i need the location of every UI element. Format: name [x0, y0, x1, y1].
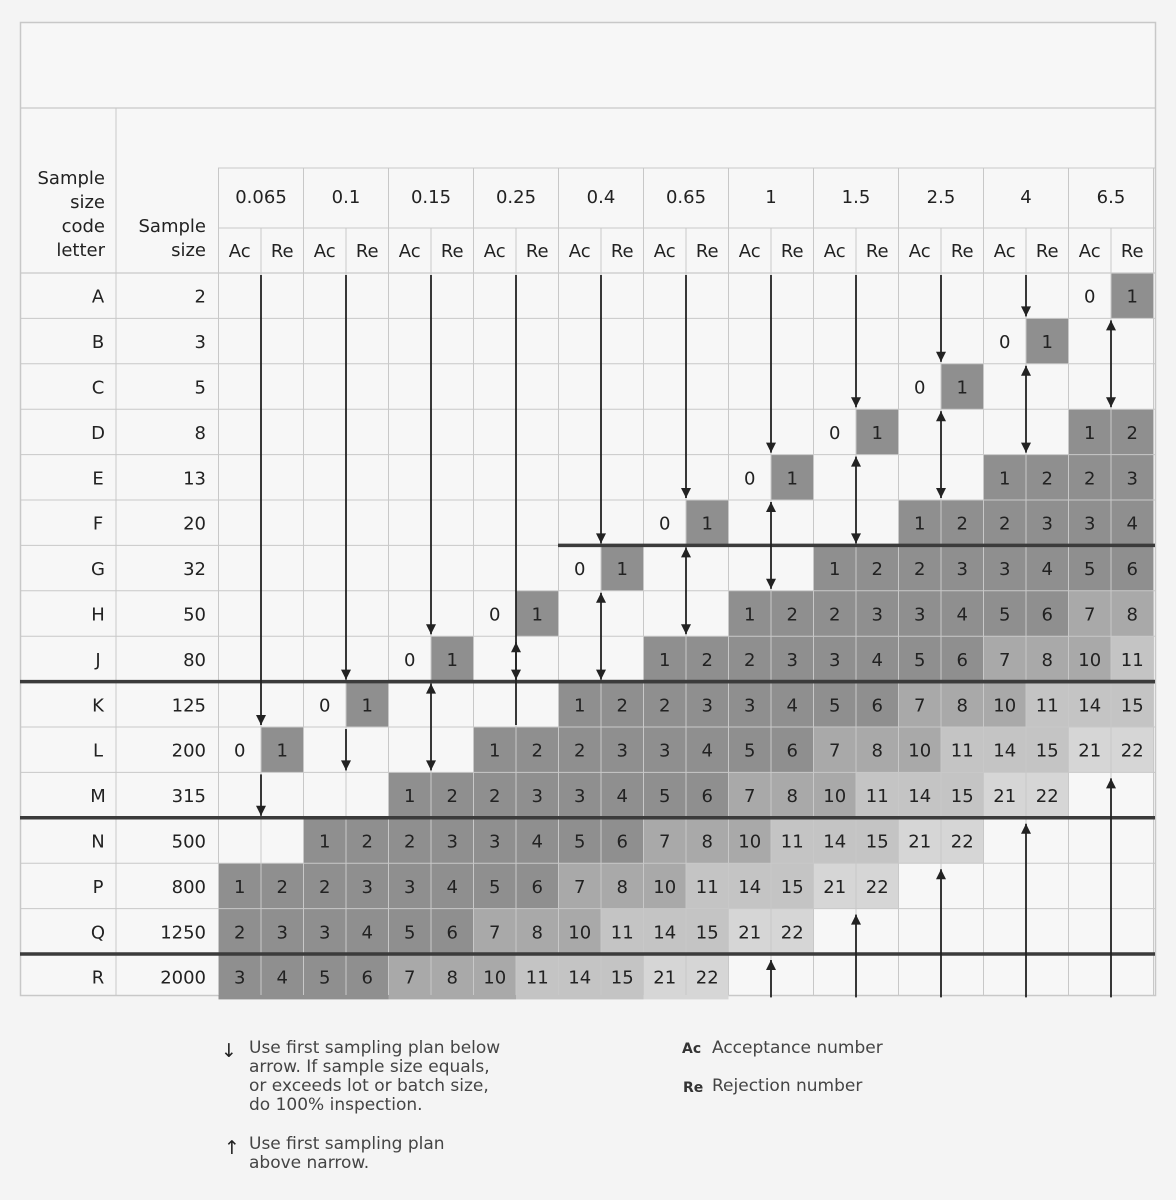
value-text: 10 [568, 922, 592, 944]
value-text: 1 [319, 831, 331, 853]
value-text: 1 [956, 377, 968, 399]
code-letter-header: code [61, 216, 105, 237]
value-text: 5 [404, 922, 416, 944]
value-text: 10 [483, 967, 507, 989]
value-text: 7 [744, 786, 756, 808]
aql-level-header: 2.5 [926, 187, 956, 208]
legend-down-line: Use first sampling plan below [249, 1038, 501, 1058]
sample-size: 500 [171, 831, 206, 853]
value-text: 8 [616, 876, 628, 898]
value-text: 10 [738, 831, 762, 853]
value-text: 2 [701, 649, 713, 671]
value-text: 15 [950, 786, 974, 808]
re-header: Re [1120, 241, 1144, 262]
code-letter: K [92, 695, 104, 717]
value-text: 14 [1078, 695, 1102, 717]
ac-header: Ac [313, 241, 336, 262]
value-text: 8 [871, 740, 883, 762]
re-header: Re [355, 241, 379, 262]
value-text: 3 [1041, 513, 1053, 535]
value-text: 2 [319, 876, 331, 898]
value-text: 15 [610, 967, 634, 989]
value-text: 10 [993, 695, 1017, 717]
value-text: 0 [234, 740, 246, 762]
ac-header: Ac [228, 241, 251, 262]
value-text: 3 [829, 649, 841, 671]
value-text: 8 [1041, 649, 1053, 671]
value-text: 14 [568, 967, 592, 989]
up-arrow-icon: ↑ [224, 1137, 240, 1159]
value-text: 8 [446, 967, 458, 989]
value-text: 3 [701, 695, 713, 717]
code-letter: L [92, 740, 104, 762]
value-text: 15 [695, 922, 719, 944]
value-text: 1 [234, 876, 246, 898]
value-text: 2 [1084, 468, 1096, 490]
value-text: 10 [823, 786, 847, 808]
legend-ac-abbr: Ac [682, 1041, 702, 1057]
value-text: 3 [234, 967, 246, 989]
aql-level-header: 1 [765, 187, 777, 208]
value-text: 5 [489, 876, 501, 898]
value-text: 22 [1120, 740, 1144, 762]
value-text: 11 [950, 740, 974, 762]
aql-level-header: 0.65 [665, 187, 707, 208]
value-text: 1 [659, 649, 671, 671]
value-text: 2 [489, 786, 501, 808]
value-text: 22 [695, 967, 719, 989]
value-text: 2 [361, 831, 373, 853]
value-text: 2 [1126, 422, 1138, 444]
value-text: 2 [914, 559, 926, 581]
value-text: 1 [1084, 422, 1096, 444]
value-text: 3 [659, 740, 671, 762]
value-text: 0 [914, 377, 926, 399]
value-text: 3 [446, 831, 458, 853]
value-text: 3 [404, 876, 416, 898]
sample-size: 50 [183, 604, 206, 626]
value-text: 5 [319, 967, 331, 989]
code-letter: J [95, 649, 101, 671]
value-text: 4 [701, 740, 713, 762]
value-text: 6 [361, 967, 373, 989]
value-text: 1 [616, 559, 628, 581]
value-text: 21 [908, 831, 932, 853]
value-text: 6 [786, 740, 798, 762]
value-text: 1 [829, 559, 841, 581]
value-text: 6 [1041, 604, 1053, 626]
value-text: 3 [786, 649, 798, 671]
sample-size: 200 [171, 740, 206, 762]
value-text: 15 [1120, 695, 1144, 717]
legend-down-line: arrow. If sample size equals, [249, 1057, 490, 1077]
value-text: 5 [659, 786, 671, 808]
value-text: 7 [574, 876, 586, 898]
value-text: 2 [531, 740, 543, 762]
value-text: 0 [574, 559, 586, 581]
code-letter: F [92, 513, 104, 535]
value-text: 2 [574, 740, 586, 762]
code-letter-header: Sample [37, 168, 105, 189]
code-letter-header: letter [56, 240, 105, 261]
value-text: 21 [738, 922, 762, 944]
value-text: 3 [319, 922, 331, 944]
value-text: 7 [489, 922, 501, 944]
sample-size: 5 [194, 377, 206, 399]
value-text: 7 [829, 740, 841, 762]
value-text: 15 [865, 831, 889, 853]
legend-down [249, 1039, 500, 1115]
sample-size-header: size [171, 240, 206, 261]
legend-up [249, 1135, 445, 1173]
value-text: 8 [956, 695, 968, 717]
value-text: 8 [786, 786, 798, 808]
code-letter: B [91, 332, 105, 354]
value-text: 6 [871, 695, 883, 717]
re-header: Re [610, 241, 634, 262]
value-text: 3 [999, 559, 1011, 581]
sample-size: 3 [194, 332, 206, 354]
value-text: 22 [1035, 786, 1059, 808]
value-text: 7 [914, 695, 926, 717]
value-text: 14 [908, 786, 932, 808]
ac-header: Ac [653, 241, 676, 262]
value-text: 2 [744, 649, 756, 671]
code-letter: H [91, 604, 105, 626]
code-letter: N [91, 831, 105, 853]
re-header: Re [950, 241, 974, 262]
value-text: 21 [653, 967, 677, 989]
value-text: 4 [1041, 559, 1053, 581]
value-text: 0 [744, 468, 756, 490]
value-text: 4 [1126, 513, 1138, 535]
value-text: 15 [1035, 740, 1059, 762]
value-text: 6 [531, 876, 543, 898]
value-text: 2 [276, 876, 288, 898]
value-text: 5 [914, 649, 926, 671]
value-text: 1 [276, 740, 288, 762]
ac-header: Ac [993, 241, 1016, 262]
code-letter: D [91, 422, 105, 444]
code-letter: P [92, 876, 104, 898]
value-text: 2 [871, 559, 883, 581]
value-text: 11 [610, 922, 634, 944]
value-text: 0 [999, 332, 1011, 354]
value-text: 2 [829, 604, 841, 626]
value-text: 14 [823, 831, 847, 853]
code-letter: Q [90, 922, 106, 944]
code-letter: G [91, 559, 105, 581]
value-text: 2 [999, 513, 1011, 535]
value-text: 14 [738, 876, 762, 898]
value-text: 22 [950, 831, 974, 853]
value-text: 11 [865, 786, 889, 808]
ac-header: Ac [823, 241, 846, 262]
value-text: 1 [999, 468, 1011, 490]
value-text: 4 [956, 604, 968, 626]
value-text: 0 [1084, 286, 1096, 308]
value-text: 22 [780, 922, 804, 944]
value-text: 2 [404, 831, 416, 853]
ac-header: Ac [568, 241, 591, 262]
re-header: Re [270, 241, 294, 262]
value-text: 0 [404, 649, 416, 671]
sample-size: 13 [183, 468, 206, 490]
legend-down-line: do 100% inspection. [249, 1095, 423, 1115]
value-text: 4 [786, 695, 798, 717]
ac-header: Ac [398, 241, 421, 262]
aql-level-header: 1.5 [841, 187, 871, 208]
value-text: 2 [956, 513, 968, 535]
code-letter: R [91, 967, 105, 989]
value-text: 21 [1078, 740, 1102, 762]
aql-level-header: 0.065 [235, 187, 287, 208]
legend-down-line: or exceeds lot or batch size, [249, 1076, 489, 1096]
value-text: 3 [1126, 468, 1138, 490]
value-text: 3 [871, 604, 883, 626]
value-text: 8 [1126, 604, 1138, 626]
aql-level-header: 0.15 [410, 187, 452, 208]
value-text: 1 [404, 786, 416, 808]
value-text: 15 [780, 876, 804, 898]
value-text: 2 [786, 604, 798, 626]
value-text: 0 [659, 513, 671, 535]
legend-ac-text: Acceptance number [712, 1038, 883, 1058]
ac-header: Ac [908, 241, 931, 262]
sample-size: 32 [183, 559, 206, 581]
value-text: 10 [1078, 649, 1102, 671]
re-header: Re [440, 241, 464, 262]
legend-up-line: Use first sampling plan [249, 1134, 445, 1154]
sample-size: 2 [194, 286, 206, 308]
value-text: 11 [695, 876, 719, 898]
value-text: 1 [871, 422, 883, 444]
code-letter: A [91, 286, 105, 308]
value-text: 1 [1126, 286, 1138, 308]
value-text: 2 [659, 695, 671, 717]
value-text: 1 [531, 604, 543, 626]
value-text: 4 [871, 649, 883, 671]
down-arrow-icon: ↓ [221, 1040, 237, 1062]
value-text: 3 [744, 695, 756, 717]
value-text: 4 [361, 922, 373, 944]
legend-up-line: above narrow. [249, 1153, 370, 1173]
code-letter: M [90, 786, 106, 808]
sample-size: 8 [194, 422, 206, 444]
value-text: 1 [574, 695, 586, 717]
code-letter-header: size [70, 192, 105, 213]
ac-header: Ac [483, 241, 506, 262]
value-text: 22 [865, 876, 889, 898]
re-header: Re [525, 241, 549, 262]
sample-size-header: Sample [138, 216, 206, 237]
value-text: 11 [525, 967, 549, 989]
aql-level-header: 0.4 [586, 187, 616, 208]
value-text: 4 [446, 876, 458, 898]
sample-size: 2000 [160, 967, 206, 989]
value-text: 2 [616, 695, 628, 717]
legend-re-abbr: Re [683, 1080, 704, 1096]
value-text: 0 [829, 422, 841, 444]
code-letter: C [91, 377, 105, 399]
value-text: 1 [1041, 332, 1053, 354]
value-text: 3 [616, 740, 628, 762]
aql-level-header: 6.5 [1096, 187, 1126, 208]
value-text: 3 [531, 786, 543, 808]
value-text: 4 [276, 967, 288, 989]
value-text: 3 [574, 786, 586, 808]
value-text: 3 [361, 876, 373, 898]
value-text: 5 [1084, 559, 1096, 581]
value-text: 2 [1041, 468, 1053, 490]
ac-header: Ac [738, 241, 761, 262]
value-text: 4 [531, 831, 543, 853]
value-text: 14 [653, 922, 677, 944]
re-header: Re [865, 241, 889, 262]
re-header: Re [695, 241, 719, 262]
value-text: 8 [531, 922, 543, 944]
value-text: 7 [999, 649, 1011, 671]
value-text: 6 [956, 649, 968, 671]
value-text: 0 [319, 695, 331, 717]
value-text: 6 [1126, 559, 1138, 581]
value-text: 10 [908, 740, 932, 762]
value-text: 7 [404, 967, 416, 989]
value-text: 3 [956, 559, 968, 581]
value-text: 5 [829, 695, 841, 717]
value-text: 3 [276, 922, 288, 944]
value-text: 1 [361, 695, 373, 717]
value-text: 3 [914, 604, 926, 626]
sample-size: 80 [183, 649, 206, 671]
value-text: 11 [1120, 649, 1144, 671]
re-header: Re [780, 241, 804, 262]
value-text: 14 [993, 740, 1017, 762]
value-text: 5 [744, 740, 756, 762]
value-text: 7 [1084, 604, 1096, 626]
value-text: 6 [446, 922, 458, 944]
value-text: 1 [489, 740, 501, 762]
value-text: 6 [701, 786, 713, 808]
value-text: 7 [659, 831, 671, 853]
value-text: 21 [823, 876, 847, 898]
aql-level-header: 0.25 [495, 187, 537, 208]
value-text: 1 [786, 468, 798, 490]
value-text: 1 [914, 513, 926, 535]
value-text: 1 [446, 649, 458, 671]
value-text: 3 [1084, 513, 1096, 535]
aql-level-header: 4 [1020, 187, 1032, 208]
sample-size: 800 [171, 876, 206, 898]
value-text: 11 [780, 831, 804, 853]
value-text: 2 [234, 922, 246, 944]
legend-re-text: Rejection number [712, 1076, 863, 1096]
re-header: Re [1035, 241, 1059, 262]
sample-size: 1250 [160, 922, 206, 944]
value-text: 1 [744, 604, 756, 626]
value-text: 5 [574, 831, 586, 853]
value-text: 1 [701, 513, 713, 535]
aql-level-header: 0.1 [331, 187, 361, 208]
value-text: 0 [489, 604, 501, 626]
value-text: 4 [616, 786, 628, 808]
sample-size: 125 [171, 695, 206, 717]
sample-size: 315 [171, 786, 206, 808]
value-text: 21 [993, 786, 1017, 808]
value-text: 11 [1035, 695, 1059, 717]
code-letter: E [92, 468, 104, 490]
sample-size: 20 [183, 513, 206, 535]
value-text: 6 [616, 831, 628, 853]
value-text: 5 [999, 604, 1011, 626]
value-text: 3 [489, 831, 501, 853]
value-text: 8 [701, 831, 713, 853]
value-text: 2 [446, 786, 458, 808]
value-text: 10 [653, 876, 677, 898]
ac-header: Ac [1078, 241, 1101, 262]
